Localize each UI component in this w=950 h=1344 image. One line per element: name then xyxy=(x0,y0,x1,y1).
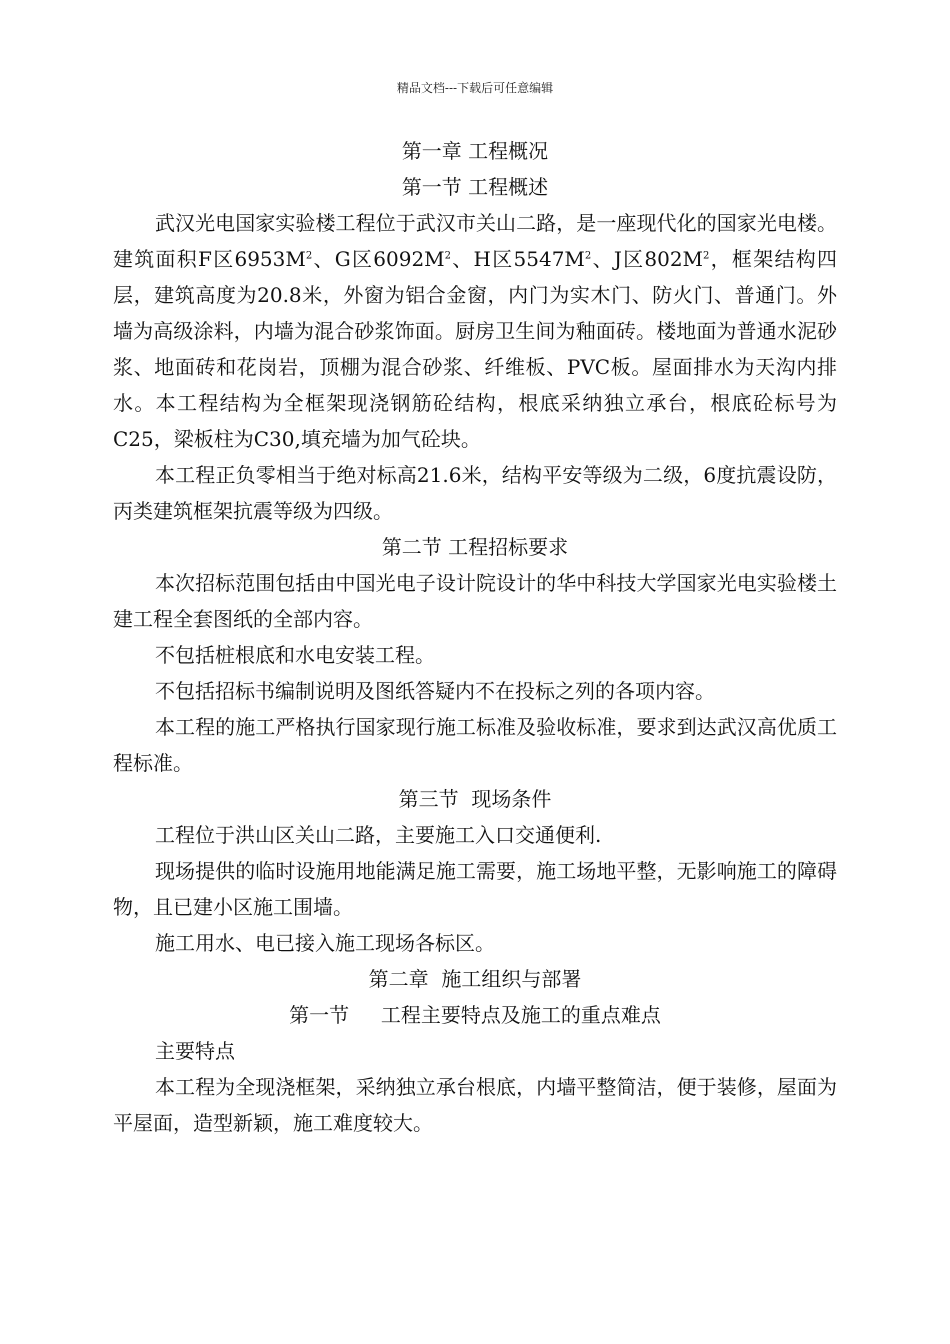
chapter-2-title: 第二章 施工组织与部署 xyxy=(368,967,582,991)
paragraph-overview xyxy=(113,205,837,457)
paragraph-standard: 本工程的施工严格执行国家现行施工标准及验收标准，要求到达武汉高优质工程标准。 xyxy=(113,715,837,775)
section-3-title: 第三节 现场条件 xyxy=(398,787,552,811)
overview-text-c: 、H区5547M xyxy=(451,247,585,271)
paragraph-elevation: 本工程正负零相当于绝对标高21.6米，结构平安等级为二级，6度抗震设防，丙类建筑框架抗震等级为四级。 xyxy=(113,463,837,523)
paragraph-site: 现场提供的临时设施用地能满足施工需要，施工场地平整，无影响施工的障碍物，且已建小区施工围墙。 xyxy=(113,859,837,919)
section-1-title: 第一节 工程概述 xyxy=(401,175,549,199)
paragraph-location: 工程位于洪山区关山二路，主要施工入口交通便利. xyxy=(155,823,602,847)
overview-text-b: 、G区6092M xyxy=(312,247,445,271)
sup-2: 2 xyxy=(444,250,452,262)
document-body xyxy=(113,133,837,1141)
chapter-1-title: 第一章 工程概况 xyxy=(401,139,549,163)
paragraph-scope: 本次招标范围包括由中国光电子设计院设计的华中科技大学国家光电实验楼土建工程全套图纸的全部内容。 xyxy=(113,571,837,631)
overview-text-d: 、J区802M xyxy=(591,247,704,271)
sup-3: 2 xyxy=(584,250,592,262)
paragraph-features-heading: 主要特点 xyxy=(155,1039,235,1063)
paragraph-features: 本工程为全现浇框架，采纳独立承台根底，内墙平整简洁，便于装修，屋面为平屋面，造型新颖，施工难度较大。 xyxy=(113,1075,837,1135)
overview-text-a: 武汉光电国家实验楼工程位于武汉市关山二路，是一座现代化的国家光电楼。建筑面积F区6953M xyxy=(113,211,837,271)
section-4-title: 第一节 工程主要特点及施工的重点难点 xyxy=(289,1003,661,1027)
sup-4: 2 xyxy=(703,250,710,262)
paragraph-exclusion-1: 不包括桩根底和水电安装工程。 xyxy=(155,643,435,667)
paragraph-utilities: 施工用水、电已接入施工现场各标区。 xyxy=(155,931,495,955)
page-header: 精品文档---下载后可任意编辑 xyxy=(396,81,554,95)
overview-text-e: ，框架结构四层，建筑高度为20.8米，外窗为铝合金窗，内门为实木门、防火门、普通门。外墙为高级涂料，内墙为混合砂浆饰面。厨房卫生间为釉面砖。楼地面为普通水泥砂浆、地面砖和花岗岩，顶棚为混合砂浆、纤维板、PVC板。屋面排水为天沟内排水。本工程结构为全框架现浇钢筋砼结构，根底采纳独立承台，根底砼标号为C25，梁板柱为C30,填充墙为加气砼块。 xyxy=(113,247,837,451)
sup-1: 2 xyxy=(305,250,313,262)
paragraph-exclusion-2: 不包括招标书编制说明及图纸答疑内不在投标之列的各项内容。 xyxy=(155,679,715,703)
section-2-title: 第二节 工程招标要求 xyxy=(381,535,569,559)
